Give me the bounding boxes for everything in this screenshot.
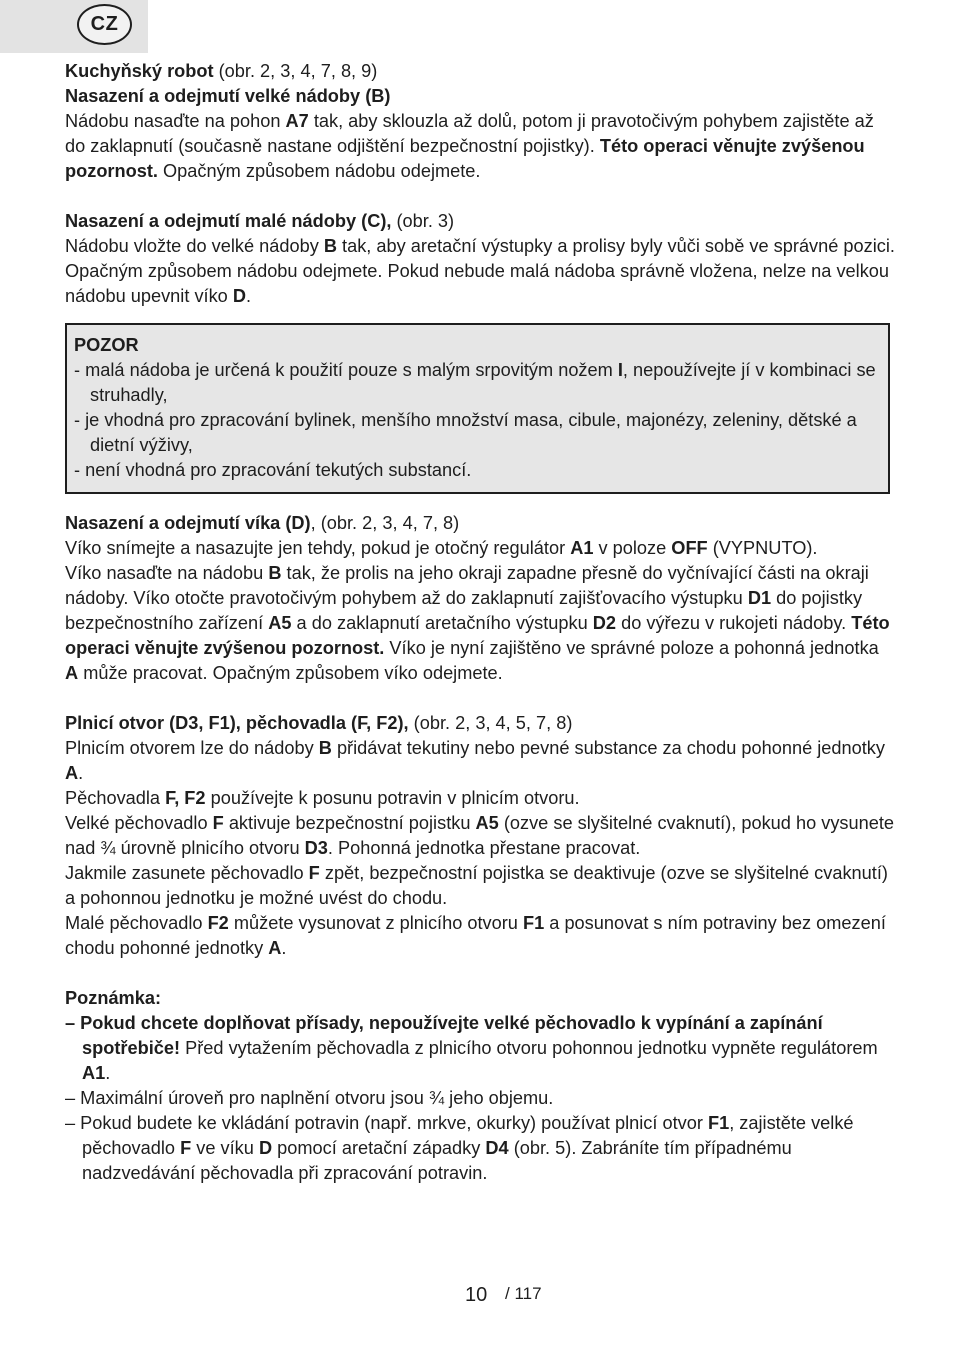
language-badge: CZ bbox=[77, 4, 132, 45]
bold-ref: B bbox=[318, 738, 332, 758]
bold-warning: – Pokud chcete doplňovat přísady, nepoužívejte velké pěchovadlo k vypínání a zapínání spotřebiče! bbox=[65, 1013, 823, 1058]
bold-ref: A7 bbox=[285, 111, 309, 131]
bold-ref: D4 bbox=[485, 1138, 509, 1158]
subheading bbox=[65, 84, 895, 109]
warning-box bbox=[65, 323, 890, 494]
text: (ozve se slyšitelné cvaknutí), pokud ho vysunete nad ¾ úrovně plnicího otvoru bbox=[65, 813, 895, 858]
text: ve víku bbox=[191, 1138, 259, 1158]
text: . bbox=[105, 1063, 111, 1083]
paragraph bbox=[65, 861, 895, 911]
bold-ref: A bbox=[65, 663, 79, 683]
bold-ref: F bbox=[212, 813, 224, 833]
page-content bbox=[65, 59, 895, 1211]
text: Víko je nyní zajištěno ve správné poloze a pohonná jednotka bbox=[384, 638, 879, 658]
text: do pojistky bezpečnostního zařízení bbox=[65, 588, 863, 633]
bold-ref: F, F2 bbox=[165, 788, 206, 808]
text: . Pohonná jednotka přestane pracovat. bbox=[327, 838, 641, 858]
text: (obr. 5). Zabráníte tím případnému nadzvedávání pěchovadla při zpracování potravin. bbox=[82, 1138, 792, 1183]
text: může pracovat. Opačným způsobem víko odejmete. bbox=[78, 663, 503, 683]
bold-ref: D2 bbox=[592, 613, 617, 633]
text: - malá nádoba je určená k použití pouze s malým srpovitým nožem bbox=[74, 360, 618, 380]
bold-ref: A5 bbox=[475, 813, 499, 833]
heading-bold: Kuchyňský robot bbox=[65, 61, 214, 81]
note-title bbox=[65, 986, 895, 1011]
text: Opačným způsobem nádobu odejmete. bbox=[157, 161, 481, 181]
note-item bbox=[65, 1011, 895, 1086]
heading-ref: (obr. 2, 3, 4, 7, 8, 9) bbox=[213, 61, 378, 81]
text: Nádobu nasaďte na pohon bbox=[65, 111, 286, 131]
bold-ref: A1 bbox=[82, 1063, 106, 1083]
text: . bbox=[246, 286, 252, 306]
bold-ref: D3 bbox=[304, 838, 328, 858]
page-total: / 117 bbox=[505, 1284, 542, 1303]
warning-title-text: POZOR bbox=[74, 335, 139, 355]
text: Nádobu vložte do velké nádoby bbox=[65, 236, 324, 256]
text: můžete vysunovat z plnicího otvoru bbox=[228, 913, 523, 933]
paragraph bbox=[65, 109, 895, 184]
warning-item: - není vhodná pro zpracování tekutých substancí. bbox=[74, 460, 472, 480]
text: Pěchovadla bbox=[65, 788, 166, 808]
bold-ref: A1 bbox=[570, 538, 594, 558]
language-tab bbox=[0, 0, 148, 53]
text: pomocí aretační západky bbox=[272, 1138, 486, 1158]
bold-ref: A bbox=[268, 938, 282, 958]
subheading-text: Nasazení a odejmutí velké nádoby (B) bbox=[65, 86, 391, 106]
text: Víko nasaďte na nádobu bbox=[65, 563, 269, 583]
bold-ref: A bbox=[65, 763, 79, 783]
section-heading bbox=[65, 59, 895, 84]
bold-ref: I bbox=[617, 360, 623, 380]
text: – Pokud budete ke vkládání potravin (např. mrkve, okurky) používat plnicí otvor bbox=[65, 1113, 708, 1133]
text: , zajistěte velké pěchovadlo bbox=[82, 1113, 854, 1158]
section-heading bbox=[65, 511, 895, 536]
bold-warning: Této operaci věnujte zvýšenou pozornost. bbox=[65, 613, 890, 658]
text: přidávat tekutiny nebo pevné substance za chodu pohonné jednotky bbox=[331, 738, 885, 758]
text: a posunovat s ním potraviny bez omezení chodu pohonné jednotky bbox=[65, 913, 886, 958]
text: Jakmile zasunete pěchovadlo bbox=[65, 863, 309, 883]
bold-ref: F bbox=[180, 1138, 192, 1158]
bold-ref: D1 bbox=[747, 588, 772, 608]
bold-ref: B bbox=[323, 236, 337, 256]
text: používejte k posunu potravin v plnicím otvoru. bbox=[205, 788, 580, 808]
page-current: 10 bbox=[465, 1284, 488, 1306]
bold-ref: F1 bbox=[707, 1113, 730, 1133]
heading-bold: Plnicí otvor (D3, F1), pěchovadla (F, F2), bbox=[65, 713, 409, 733]
text: Malé pěchovadlo bbox=[65, 913, 208, 933]
section-food-processor bbox=[65, 59, 895, 184]
paragraph bbox=[65, 234, 895, 309]
paragraph bbox=[65, 811, 895, 861]
bold-ref: B bbox=[268, 563, 282, 583]
text: a do zaklapnutí aretačního výstupku bbox=[291, 613, 593, 633]
bold-ref: F1 bbox=[522, 913, 545, 933]
heading-bold: Nasazení a odejmutí malé nádoby (C), bbox=[65, 211, 392, 231]
heading-ref: (obr. 3) bbox=[391, 211, 455, 231]
text: tak, aby aretační výstupky a prolisy byly vůči sobě ve správné pozici. Opačným způsobem nádobu odejmete. Pokud nebude malá nádoba správně vložena, nelze na velkou nádobu upevnit víko bbox=[65, 236, 895, 306]
text: tak, aby sklouzla až dolů, potom ji pravotočivým pohybem zajistěte až do zaklapnutí (současně nastane odjištění bezpečnostní pojistky). bbox=[65, 111, 874, 156]
bold-ref: OFF bbox=[671, 538, 708, 558]
note-item: – Maximální úroveň pro naplnění otvoru jsou ¾ jeho objemu. bbox=[65, 1088, 554, 1108]
text: . bbox=[78, 763, 84, 783]
section-heading bbox=[65, 209, 895, 234]
text: aktivuje bezpečnostní pojistku bbox=[223, 813, 476, 833]
bold-ref: F bbox=[308, 863, 320, 883]
paragraph bbox=[65, 786, 895, 811]
section-small-bowl bbox=[65, 209, 895, 309]
text: (VYPNUTO). bbox=[707, 538, 818, 558]
text: tak, že prolis na jeho okraji zapadne přesně do vyčnívající části na okraji nádoby. Víko otočte pravotočivým pohybem až do zaklapnutí zajišťovacího výstupku bbox=[65, 563, 869, 608]
text: Velké pěchovadlo bbox=[65, 813, 213, 833]
bold-ref: A5 bbox=[268, 613, 292, 633]
paragraph bbox=[65, 736, 895, 786]
text: Víko snímejte a nasazujte jen tehdy, pokud je otočný regulátor bbox=[65, 538, 571, 558]
text: Před vytažením pěchovadla z plnicího otvoru pohonnou jednotku vypněte regulátorem bbox=[180, 1038, 878, 1058]
paragraph bbox=[65, 536, 895, 561]
text: Plnicím otvorem lze do nádoby bbox=[65, 738, 319, 758]
text: do výřezu v rukojeti nádoby. bbox=[616, 613, 852, 633]
section-lid bbox=[65, 511, 895, 686]
heading-ref: , (obr. 2, 3, 4, 7, 8) bbox=[310, 513, 460, 533]
bold-warning: Této operaci věnujte zvýšenou pozornost. bbox=[65, 136, 865, 181]
warning-item: - je vhodná pro zpracování bylinek, menšího množství masa, cibule, majonézy, zeleniny, dětské a dietní výživy, bbox=[74, 410, 857, 455]
warning-title bbox=[74, 333, 880, 358]
section-heading bbox=[65, 711, 895, 736]
text: zpět, bezpečnostní pojistka se deaktivuje (ozve se slyšitelné cvaknutí) a pohonnou jednotku je možné uvést do chodu. bbox=[65, 863, 888, 908]
bold-ref: F2 bbox=[207, 913, 229, 933]
bold-ref: D bbox=[258, 1138, 273, 1158]
bold-ref: D bbox=[232, 286, 246, 306]
text: . bbox=[281, 938, 287, 958]
note-item bbox=[65, 1111, 895, 1186]
section-filling bbox=[65, 711, 895, 961]
text: , nepoužívejte jí v kombinaci se struhadly, bbox=[90, 360, 876, 405]
text: v poloze bbox=[593, 538, 672, 558]
note-title-text: Poznámka: bbox=[65, 988, 162, 1008]
paragraph bbox=[65, 911, 895, 961]
section-note bbox=[65, 986, 895, 1186]
heading-ref: (obr. 2, 3, 4, 5, 7, 8) bbox=[408, 713, 573, 733]
warning-item bbox=[74, 358, 880, 408]
heading-bold: Nasazení a odejmutí víka (D) bbox=[65, 513, 311, 533]
paragraph bbox=[65, 561, 895, 686]
